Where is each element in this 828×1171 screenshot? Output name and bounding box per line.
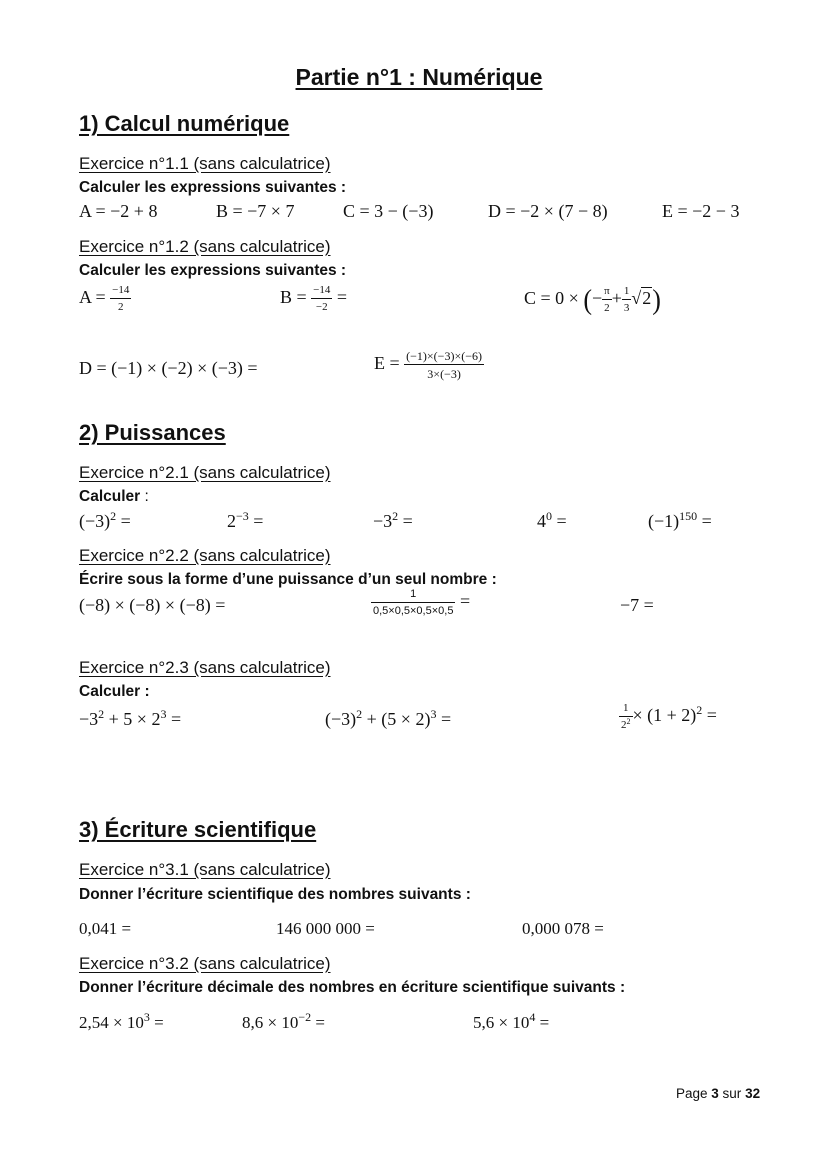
expr-2-3-c: $\frac{1}{2^2}$ × $(1 + 2)^2$ = <box>621 702 717 731</box>
exercise-title-2-3: Exercice n°2.3 (sans calculatrice) <box>79 658 331 677</box>
exercise-title-2-2: Exercice n°2.2 (sans calculatrice) <box>79 546 331 565</box>
number-item: 146 000 000 = <box>276 919 375 938</box>
section-heading-calcul: 1) Calcul numérique <box>79 111 290 136</box>
expr-2-2-c: −7 = <box>620 595 654 615</box>
instruction-2-1: Calculer : <box>79 488 149 505</box>
exercise-title-3-1: Exercice n°3.1 (sans calculatrice) <box>79 860 331 879</box>
expr-2-2-b: $\frac{1}{0,5\times 0,5\times 0,5\times 0,5}$ = <box>373 588 471 617</box>
power-item: $4^0$ = <box>537 509 567 531</box>
sci-item: $8,6 \times 10^{-2}$ = <box>242 1010 325 1032</box>
instruction-2-3: Calculer : <box>79 683 150 700</box>
expr-A: A = −2 + 8 <box>79 201 158 221</box>
power-item: $(-3)^2$ = <box>79 509 131 531</box>
power-item: $(-1)^{150}$ = <box>648 509 712 531</box>
instruction-3-1: Donner l’écriture scientifique des nombres suivants : <box>79 886 471 903</box>
sci-item: $2,54 \times 10^3$ = <box>79 1010 164 1032</box>
number-item: 0,000 078 = <box>522 919 604 938</box>
number-item: 0,041 = <box>79 919 132 938</box>
power-item: $2^{-3}$ = <box>227 509 264 531</box>
expr-1-2-D: D = (−1) × (−2) × (−3) = <box>79 358 258 378</box>
expr-2-3-a: $-3^2 + 5 \times 2^3$ = <box>79 707 182 729</box>
expr-1-2-C: C = 0 × (− $\frac{\pi}{2}$ + $\frac{1}{3}$ √2) <box>524 283 661 316</box>
expr-1-2-E: E = $\frac{(-1)\times(-3)\times(-6)}{3\times(-3)}$ <box>374 349 482 381</box>
exercise-title-1-2: Exercice n°1.2 (sans calculatrice) <box>79 237 331 256</box>
power-item: $-3^2$ = <box>373 509 413 531</box>
exercise-title-2-1: Exercice n°2.1 (sans calculatrice) <box>79 463 331 482</box>
instruction-3-2: Donner l’écriture décimale des nombres en écriture scientifique suivants : <box>79 979 626 996</box>
expr-1-2-B: B = $\frac{-14}{-2}$ = <box>280 284 348 313</box>
page-title: Partie n°1 : Numérique <box>295 64 543 90</box>
expr-1-2-A: A = $\frac{-14}{2}$ <box>79 284 130 313</box>
page-footer: Page 3 sur 32 <box>676 1086 761 1101</box>
expr-D: D = −2 × (7 − 8) <box>488 201 608 221</box>
expr-E: E = −2 − 3 <box>662 201 740 221</box>
expr-2-2-a: (−8) × (−8) × (−8) = <box>79 595 226 615</box>
instruction-1-1: Calculer les expressions suivantes : <box>79 179 347 196</box>
instruction-2-2: Écrire sous la forme d’une puissance d’un seul nombre : <box>79 571 497 588</box>
exercise-title-3-2: Exercice n°3.2 (sans calculatrice) <box>79 954 331 973</box>
instruction-1-2: Calculer les expressions suivantes : <box>79 262 347 279</box>
expr-2-3-b: $(-3)^2 + (5 \times 2)^3$ = <box>325 707 452 729</box>
exercise-title-1-1: Exercice n°1.1 (sans calculatrice) <box>79 154 331 173</box>
section-heading-puissances: 2) Puissances <box>79 420 226 445</box>
sci-item: $5,6 \times 10^4$ = <box>473 1010 550 1032</box>
section-heading-ecriture-scientifique: 3) Écriture scientifique <box>79 817 317 842</box>
expr-C: C = 3 − (−3) <box>343 201 434 221</box>
expr-B: B = −7 × 7 <box>216 201 295 221</box>
